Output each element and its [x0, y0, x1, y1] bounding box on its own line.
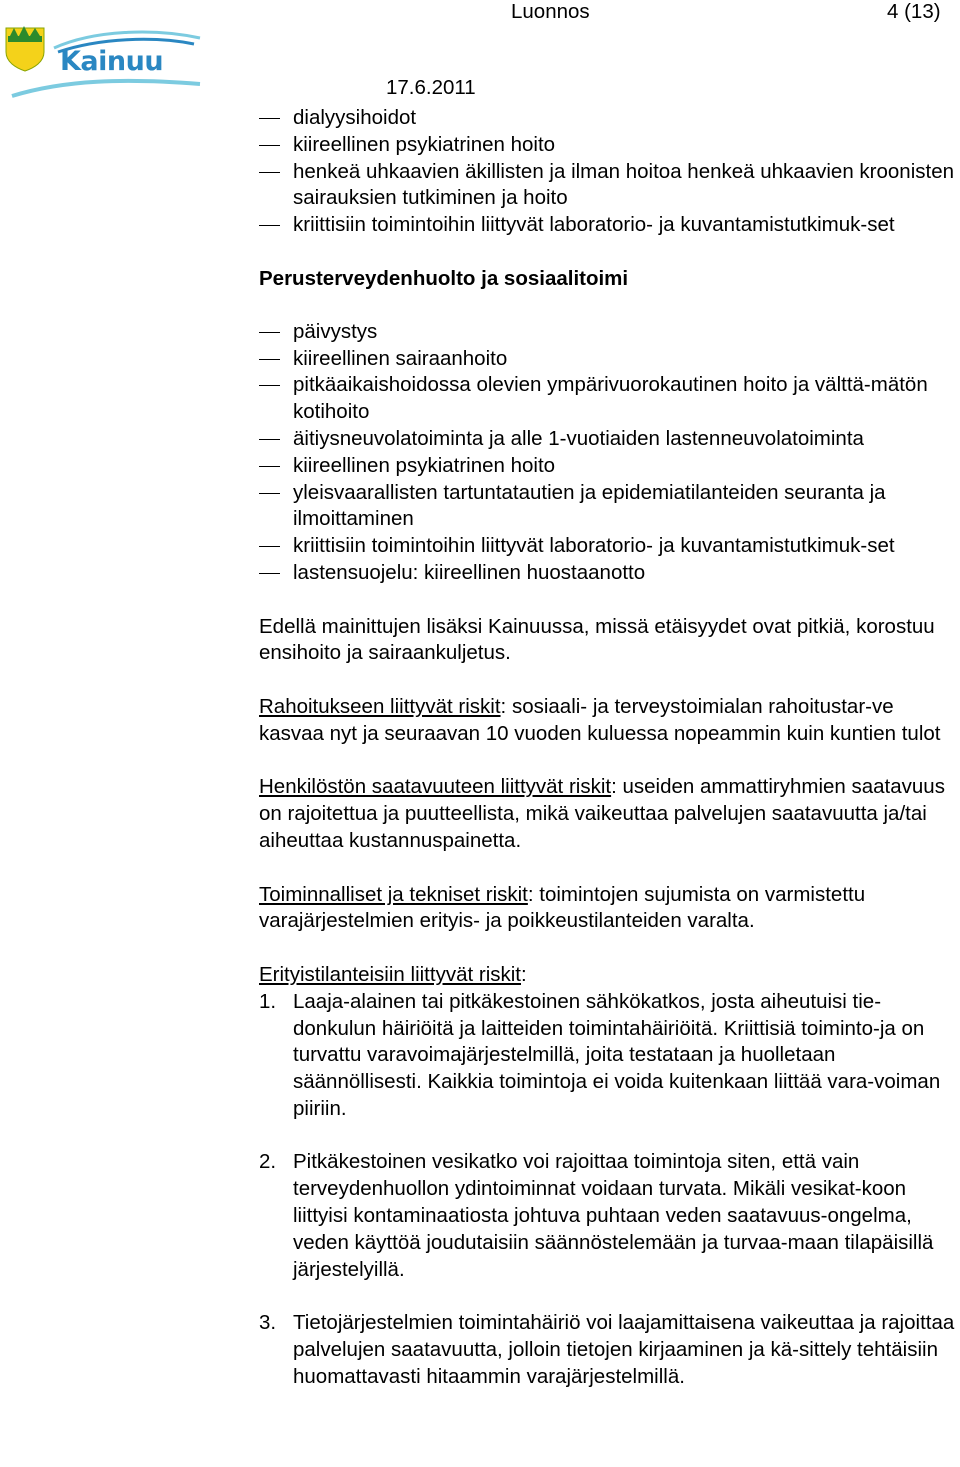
special-risk-heading: [259, 962, 959, 989]
list-item: kiireellinen psykiatrinen hoito: [259, 453, 959, 480]
primary-care-list: [259, 319, 959, 587]
technical-risk-text: : toimintojen sujumista on varmistettu varajärjestelmien erityis- ja poikkeustilanteiden varalta.: [259, 882, 866, 933]
numbered-item: [259, 1149, 959, 1283]
item-number: 3.: [259, 1311, 277, 1335]
numbered-item: [259, 1310, 959, 1390]
item-number: 1.: [259, 989, 277, 1013]
technical-risk-paragraph: [259, 882, 959, 936]
special-risk-list: [259, 989, 959, 1391]
list-item: päivystys: [259, 319, 959, 346]
list-item: henkeä uhkaavien äkillisten ja ilman hoitoa henkeä uhkaavien kroonisten sairauksien tutkiminen ja hoito: [259, 159, 959, 213]
item-text: Pitkäkestoinen vesikatko voi rajoittaa toimintoja siten, että vain terveydenhuollon ydintoiminnat voidaan turvata. Mikäli vesikat-koon liittyisi kontaminaatiosta johtuva puhtaan veden saatavuus-ongelma, veden käyttöä joudutaisiin säännöstelemään ja turvaa-maan tilapäisillä järjestelyillä.: [293, 1150, 934, 1281]
list-item: kriittisiin toimintoihin liittyvät laboratorio- ja kuvantamistutkimuk-set: [259, 212, 959, 239]
item-text: Laaja-alainen tai pitkäkestoinen sähkökatkos, josta aiheutuisi tie-donkulun häiriöitä ja laitteiden toimintahäiriöitä. Kriittisiä toiminto-ja on turvattu varavoimajärjestelmillä, joita testataan ja huolletaan säännöllisesti. Kaikkia toimintoja ei voida kuitenkaan liittää vara-voiman piiriin.: [293, 989, 941, 1120]
funding-risk-text: : sosiaali- ja terveystoimialan rahoitustar-ve kasvaa nyt ja seuraavan 10 vuoden kuluessa nopeammin kuin kuntien tulot: [259, 694, 941, 745]
page-number: 4 (13): [887, 0, 941, 23]
kainuu-logo: [4, 22, 204, 102]
document-status: Luonnos: [511, 0, 590, 23]
hospital-services-list: [259, 105, 959, 239]
list-item: dialyysihoidot: [259, 105, 959, 132]
intro-paragraph: Edellä mainittujen lisäksi Kainuussa, missä etäisyydet ovat pitkiä, korostuu ensihoito ja sairaankuljetus.: [259, 614, 935, 665]
staff-risk-text: : useiden ammattiryhmien saatavuus on rajoitettua ja puutteellista, mikä vaikeuttaa palvelujen saatavuutta ja/tai aiheuttaa kustannuspainetta.: [259, 775, 945, 852]
list-item: kriittisiin toimintoihin liittyvät laboratorio- ja kuvantamistutkimuk-set: [259, 533, 959, 560]
funding-risk-paragraph: [259, 694, 959, 748]
funding-risk-label: Rahoitukseen liittyvät riskit: [259, 694, 501, 718]
list-item: yleisvaarallisten tartuntatautien ja epidemiatilanteiden seuranta ja ilmoittaminen: [259, 480, 959, 534]
list-item: lastensuojelu: kiireellinen huostaanotto: [259, 560, 959, 587]
staff-risk-paragraph: [259, 774, 959, 854]
special-risk-label: Erityistilanteisiin liittyvät riskit: [259, 962, 521, 986]
item-number: 2.: [259, 1150, 277, 1174]
list-item: pitkäaikaishoidossa olevien ympärivuorokautinen hoito ja välttä-mätön kotihoito: [259, 372, 959, 426]
logo-text: Kainuu: [60, 46, 164, 77]
list-item: kiireellinen psykiatrinen hoito: [259, 132, 959, 159]
numbered-item: [259, 989, 959, 1123]
staff-risk-label: Henkilöstön saatavuuteen liittyvät riskit: [259, 775, 612, 799]
special-risk-colon: :: [521, 962, 527, 986]
document-body: [259, 105, 959, 1391]
document-date: 17.6.2011: [386, 76, 476, 99]
section-heading: Perusterveydenhuolto ja sosiaalitoimi: [259, 266, 629, 290]
item-text: Tietojärjestelmien toimintahäiriö voi laajamittaisena vaikeuttaa ja rajoittaa palvelujen saatavuutta, jolloin tietojen kirjaaminen ja kä-sittely tehtäisiin huomattavasti hitaammin varajärjestelmillä.: [293, 1311, 955, 1388]
technical-risk-label: Toiminnalliset ja tekniset riskit: [259, 882, 528, 906]
list-item: kiireellinen sairaanhoito: [259, 346, 959, 373]
list-item: äitiysneuvolatoiminta ja alle 1-vuotiaiden lastenneuvolatoiminta: [259, 426, 959, 453]
